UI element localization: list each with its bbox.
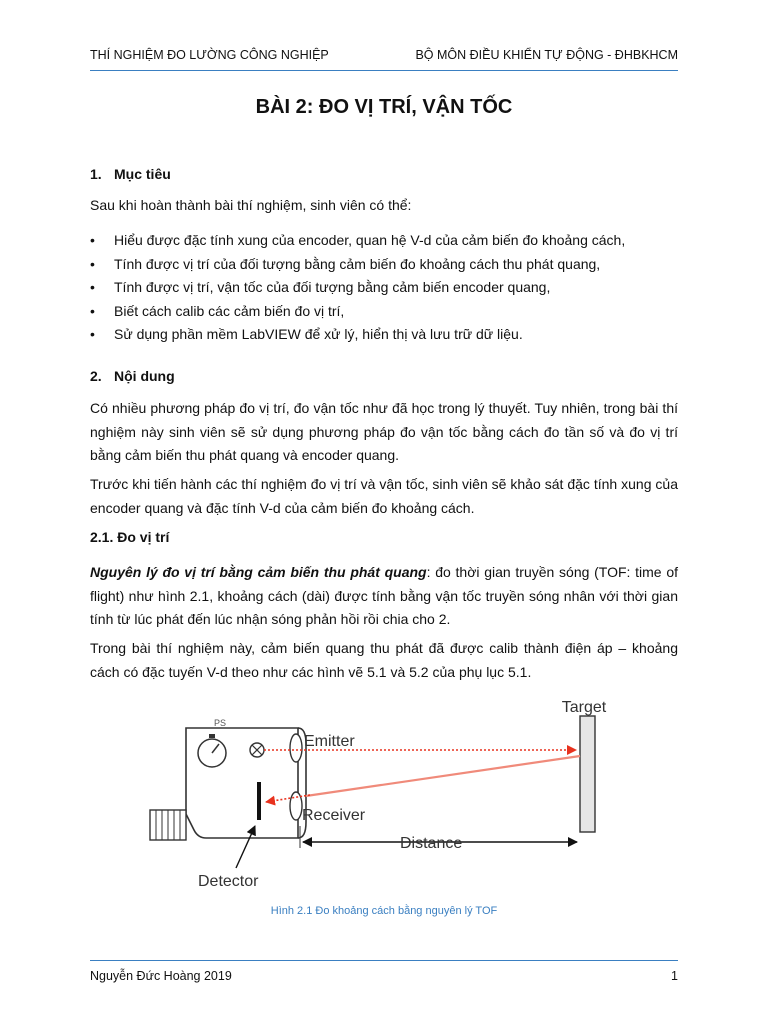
list-item: • Tính được vị trí của đối tượng bằng cảm biến đo khoảng cách thu phát quang, — [90, 253, 678, 277]
distance-label: Distance — [400, 835, 463, 852]
list-item: • Hiểu được đặc tính xung của encoder, quan hệ V-d của cảm biến đo khoảng cách, — [90, 229, 678, 253]
section-2-1-heading: 2.1. Đo vị trí — [90, 529, 170, 545]
section-2-1-principle — [90, 561, 678, 632]
section-2-1-paragraph-2: Trong bài thí nghiệm này, cảm biến quang thu phát đã được calib thành điện áp – khoảng cách có đặc tuyến V-d theo như các hình vẽ 5.1 và 5.2 của phụ lục 5.1. — [90, 640, 678, 680]
principle-label: Nguyên lý đo vị trí bằng cảm biến thu phát quang — [90, 564, 427, 580]
principle-text: : đo thời gian truyền sóng (TOF: time of flight) như hình 2.1, khoảng cách (dài) được tính bằng vận tốc truyền sóng nhân với thời gian tính từ lúc phát đến lúc nhận sóng phản hồi rồi chia cho 2. — [90, 564, 678, 627]
list-item: • Tính được vị trí, vận tốc của đối tượng bằng cảm biến encoder quang, — [90, 276, 678, 300]
page-header — [90, 48, 678, 71]
detector-element — [257, 782, 261, 820]
section-2-paragraph-2: Trước khi tiến hành các thí nghiệm đo vị trí và vận tốc, sinh viên sẽ khảo sát đặc tính xung của encoder quang và đặc tính V-d của cảm biến đo khoảng cách. — [90, 476, 678, 516]
emitter-led-icon — [250, 743, 264, 757]
footer-author: Nguyễn Đức Hoàng 2019 — [90, 969, 232, 983]
page-number: 1 — [671, 969, 678, 983]
target-plate — [580, 716, 595, 832]
sensor-body — [186, 718, 306, 838]
section-2-title: Nội dung — [114, 368, 175, 384]
target-label: Target — [561, 699, 607, 716]
header-department: BỘ MÔN ĐIỀU KHIỂN TỰ ĐỘNG - ĐHBKHCM — [415, 48, 678, 62]
emitter-label: Emitter — [304, 733, 355, 750]
receiver-label: Receiver — [302, 807, 366, 824]
objectives-list — [90, 229, 678, 347]
section-1-heading — [90, 166, 171, 182]
list-item: • Sử dụng phần mềm LabVIEW để xử lý, hiển thị và lưu trữ dữ liệu. — [90, 323, 678, 347]
list-item: • Biết cách calib các cảm biến đo vị trí, — [90, 300, 678, 324]
section-2-paragraph-1: Có nhiều phương pháp đo vị trí, đo vận tốc như đã học trong lý thuyết. Tuy nhiên, trong bài thí nghiệm này sinh viên sẽ sử dụng phương pháp đo vận tốc bằng cách đo tần số và đo vị trí bằng cảm biến thu phát quang và encoder quang. — [90, 400, 678, 463]
section-1-number: 1. — [90, 166, 102, 182]
figure-caption: Hình 2.1 Đo khoảng cách bằng nguyên lý TOF — [270, 905, 498, 917]
tof-sensor-diagram — [140, 692, 620, 897]
detector-label: Detector — [198, 873, 259, 890]
emitter-lens — [290, 734, 302, 762]
svg-text:PS: PS — [214, 718, 227, 728]
section-1-title: Mục tiêu — [114, 166, 171, 182]
document-title: BÀI 2: ĐO VỊ TRÍ, VẬN TỐC — [255, 96, 513, 118]
reflected-beam — [306, 756, 580, 796]
header-course-title: THÍ NGHIỆM ĐO LƯỜNG CÔNG NGHIỆP — [90, 48, 329, 62]
section-1-intro: Sau khi hoàn thành bài thí nghiệm, sinh viên có thể: — [90, 197, 412, 213]
connector-plug — [150, 810, 186, 840]
page-footer — [90, 960, 678, 983]
section-2-number: 2. — [90, 368, 102, 384]
section-2-heading — [90, 368, 175, 384]
